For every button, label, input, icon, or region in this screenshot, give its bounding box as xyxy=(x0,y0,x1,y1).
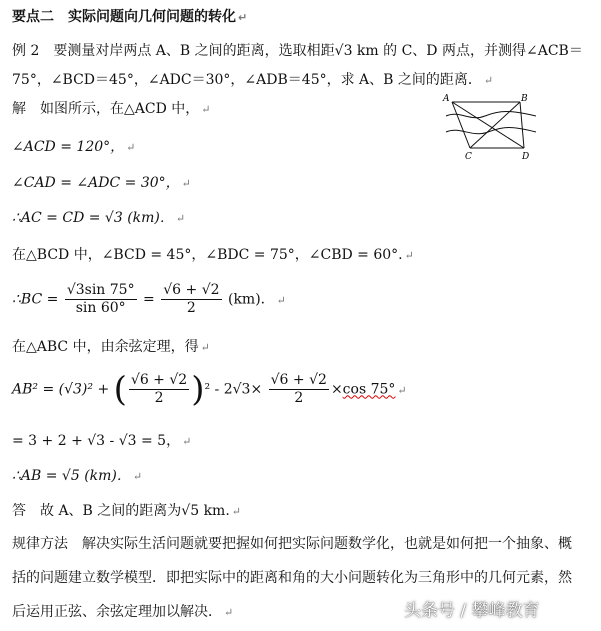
ab-squared-formula: AB² = (√3)² + ( $\frac{√6 + √2}{2}$ )² - 2√3× $\frac{√6 + √2}{2}$ ×cos 75° ↵ xyxy=(12,369,407,410)
ab2-fraction-1: $\frac{√6 + √2}{2}$ xyxy=(130,372,188,406)
example-line-2: 75°，∠BCD＝45°，∠ADC＝30°，∠ADB＝45°，求 A、B 之间的距离． ↵ xyxy=(12,72,494,88)
ab2-fraction-2: $\frac{√6 + √2}{2}$ xyxy=(270,372,327,406)
label-d: D xyxy=(522,152,530,162)
river-diagram xyxy=(440,92,540,162)
ac-cd-line: ∴AC = CD = √3 (km)． ↵ xyxy=(12,210,186,226)
calc-line: = 3 + 2 + √3 - √3 = 5， ↵ xyxy=(12,433,192,449)
label-c: C xyxy=(465,152,472,162)
bc-formula: ∴BC = $\frac{√3\sin 75^\circ}{\sin 60^\circ}$ = $\frac{√6 + √2}{2}$ (km)． ↵ xyxy=(12,282,286,316)
angle-acd-line: ∠ACD = 120°， ↵ xyxy=(12,139,136,155)
bc-fraction-sine: $\frac{√3\sin 75^\circ}{\sin 60^\circ}$ xyxy=(66,282,135,316)
bc-fraction-value: $\frac{√6 + √2}{2}$ xyxy=(163,282,220,316)
solution-intro: 解 如图所示，在△ACD 中， ↵ xyxy=(12,101,211,117)
river-bank-top xyxy=(446,112,536,118)
answer-line: 答 故 A、B 之间的距离为√5 km. ↵ xyxy=(12,503,242,519)
triangle-abc-line: 在△ABC 中，由余弦定理，得 ↵ xyxy=(12,339,210,355)
line-bd xyxy=(520,102,524,148)
ab-result-line: ∴AB = √5 (km)． ↵ xyxy=(12,468,143,484)
triangle-bcd-line: 在△BCD 中，∠BCD = 45°，∠BDC = 75°，∠CBD = 60°. ↵ xyxy=(12,247,414,263)
method-line-2: 括的问题建立数学模型．即把实际中的距离和角的大小问题转化为三角形中的几何元素，然 xyxy=(12,570,572,586)
watermark: 头条号 / 攀峰教育 xyxy=(404,601,540,621)
example-line-1: 例 2 要测量对岸两点 A、B 之间的距离，选取相距√3 km 的 C、D 两点，并测得∠ACB＝ xyxy=(12,43,583,59)
label-a: A xyxy=(443,94,450,104)
method-line-1: 规律方法 解决实际生活问题就要把握如何把实际问题数学化，也就是如何把一个抽象、概 xyxy=(12,536,572,552)
label-b: B xyxy=(521,94,528,104)
line-ac xyxy=(452,102,470,148)
section-title: 要点二 实际问题向几何问题的转化 ↵ xyxy=(12,9,248,25)
angle-cad-line: ∠CAD = ∠ADC = 30°， ↵ xyxy=(12,175,191,191)
method-line-3: 后运用正弦、余弦定理加以解决． ↵ xyxy=(12,604,234,620)
